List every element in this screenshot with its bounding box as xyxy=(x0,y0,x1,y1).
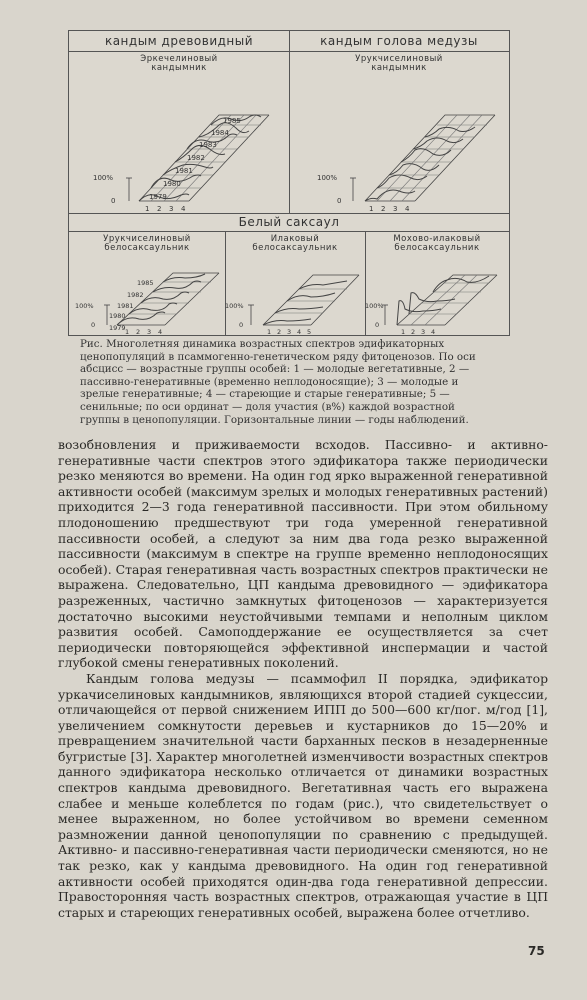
x-tick: 3 xyxy=(169,205,174,213)
caption-line: пассивно-генеративные (временно неплодоносящие); 3 — молодые и xyxy=(80,375,459,388)
percent-label: 100% xyxy=(93,174,114,182)
spectra-panel-saxaul-3 xyxy=(365,253,509,335)
x-tick: 3 xyxy=(287,328,292,335)
panel-subtitle: белосаксаульник xyxy=(104,243,190,253)
year-label: 1983 xyxy=(199,141,217,149)
year-label: 1985 xyxy=(137,279,154,287)
zero-label: 0 xyxy=(375,321,380,329)
panel-subtitle: белосаксаульник xyxy=(394,243,480,253)
caption-line: сенильные; по оси ординат — доля участия (в%) каждой возрастной xyxy=(80,400,455,413)
panel-subtitle: Эркечелиновый xyxy=(140,54,218,64)
x-tick: 2 xyxy=(277,328,282,335)
caption-line: абсцисс — возрастные группы особей: 1 — молодые вегетативные, 2 — xyxy=(80,363,470,376)
spectra-panel-saxaul-2 xyxy=(225,253,365,335)
x-tick: 1 xyxy=(267,328,272,335)
caption-line: Рис. Многолетняя динамика возрастных спектров эдификаторных xyxy=(80,338,445,350)
spectra-panel-candym-medusa xyxy=(289,75,509,213)
paragraph: Кандым голова медузы — псаммофил II порядка, эдификатор уркачиселиновых кандымников, являющихся второй стадией сукцессии, отличающейся от первой снижением ИПП до 500—600 кг/пог. м/год [1], увеличением сомкнутости деревьев и кустарников до 15—20% и превращением значительной части барханных песков в незадерненные бугристые [3]. Характер многолетней изменчивости возрастных спектров данного эдификатора несколько отличается от динамики возрастных спектров кандыма древовидного. Вегетативная часть его выражена слабее и меньше колеблется по годам (рис.), что свидетельствует о менее выраженном, но более устойчивом во времени семенном размножении данной ценопопуляции по сравнению с предыдущей. Активно- и пассивно-генеративная части периодически сменяются, но не так резко, как у кандыма древовидного. На один год генеративной активности особей приходятся один-два года генеративной депрессии. Правосторонняя часть возрастных спектров, отражающая участие в ЦП старых и стареющих генеративных особей, выражена более отчетливо. xyxy=(58,670,548,920)
caption-line: ценопопуляций в псаммогенно-генетическом ряду фитоценозов. По оси xyxy=(80,350,476,363)
figure-divider xyxy=(69,213,509,214)
paragraph: возобновления и приживаемости всходов. Пассивно- и активно-генеративные части спектров этого эдификатора также периодически резко меняются во времени. На один год ярко выраженной генеративной активности особей (максимум зрелых и молодых генеративных растений) приходится 2—3 года генеративной пассивности. При этом обильному плодоношению предшествуют три года умеренной генеративной пассивности особей, а следуют за ним два года резко выраженной пассивности (максимум в спектре на группе временно неплодоносящих особей). Старая генеративная часть возрастных спектров практически не выражена. Следовательно, ЦП кандыма древовидного — эдификатора разреженных, частично замкнутых фитоценозов — характеризуется достаточно высокими неустойчивыми темпами и неполным циклом развития особей. Самоподдержание ее осуществляется за счет периодически повторяющейся эффективной инспермации и частой глубокой смены генеративных поколений. xyxy=(58,437,548,671)
x-tick: 4 xyxy=(297,328,302,335)
year-label: 1982 xyxy=(187,154,205,162)
year-label: 1981 xyxy=(117,302,134,310)
percent-label: 100% xyxy=(317,174,338,182)
zero-label: 0 xyxy=(111,197,116,205)
x-tick: 1 xyxy=(145,205,150,213)
panel-subtitle: кандымник xyxy=(151,63,207,73)
x-tick: 4 xyxy=(431,328,436,335)
panel-subtitle: Урукчиселиновый xyxy=(103,234,191,244)
percent-label: 100% xyxy=(225,302,244,310)
year-label: 1981 xyxy=(175,167,193,175)
percent-label: 100% xyxy=(75,302,94,310)
percent-label: 100% xyxy=(365,302,384,310)
zero-label: 0 xyxy=(337,197,342,205)
spectra-panel-candym-tree xyxy=(69,75,289,213)
year-label: 1984 xyxy=(211,129,229,137)
year-label: 1982 xyxy=(127,291,144,299)
figure-caption xyxy=(80,338,505,426)
x-tick: 2 xyxy=(136,328,141,335)
x-tick: 1 xyxy=(401,328,406,335)
page-number: 75 xyxy=(528,944,545,958)
x-tick: 5 xyxy=(307,328,312,335)
x-tick: 3 xyxy=(421,328,426,335)
caption-line: группы в ценопопуляции. Горизонтальные линии — годы наблюдений. xyxy=(80,413,469,426)
year-label: 1985 xyxy=(223,117,241,125)
body-text xyxy=(58,437,548,920)
x-tick: 4 xyxy=(181,205,186,213)
section-title-white-saxaul: Белый саксаул xyxy=(238,215,340,229)
panel-title-candym-tree: кандым древовидный xyxy=(104,34,254,48)
figure-divider xyxy=(69,231,509,232)
zero-label: 0 xyxy=(91,321,96,329)
x-tick: 3 xyxy=(393,205,398,213)
x-tick: 4 xyxy=(158,328,163,335)
zero-label: 0 xyxy=(239,321,244,329)
x-tick: 2 xyxy=(411,328,416,335)
figure xyxy=(68,30,510,336)
x-tick: 2 xyxy=(381,205,386,213)
year-label: 1980 xyxy=(163,180,181,188)
x-tick: 4 xyxy=(405,205,410,213)
x-tick: 2 xyxy=(157,205,162,213)
year-label: 1979 xyxy=(149,193,167,201)
panel-title-candym-medusa: кандым голова медузы xyxy=(320,34,478,48)
panel-subtitle: белосаксаульник xyxy=(252,243,338,253)
caption-line: зрелые генеративные; 4 — стареющие и старые генеративные; 5 — xyxy=(80,388,450,401)
panel-subtitle: кандымник xyxy=(371,63,427,73)
year-label: 1979 xyxy=(109,324,126,332)
x-tick: 3 xyxy=(147,328,152,335)
panel-subtitle: Илаковый xyxy=(270,234,320,244)
panel-subtitle: Мохово-илаковый xyxy=(393,234,481,244)
x-tick: 1 xyxy=(369,205,374,213)
x-tick: 1 xyxy=(125,328,130,335)
spectra-panel-saxaul-1 xyxy=(69,253,225,335)
panel-subtitle: Урукчиселиновый xyxy=(355,54,443,64)
year-label: 1980 xyxy=(109,312,126,320)
